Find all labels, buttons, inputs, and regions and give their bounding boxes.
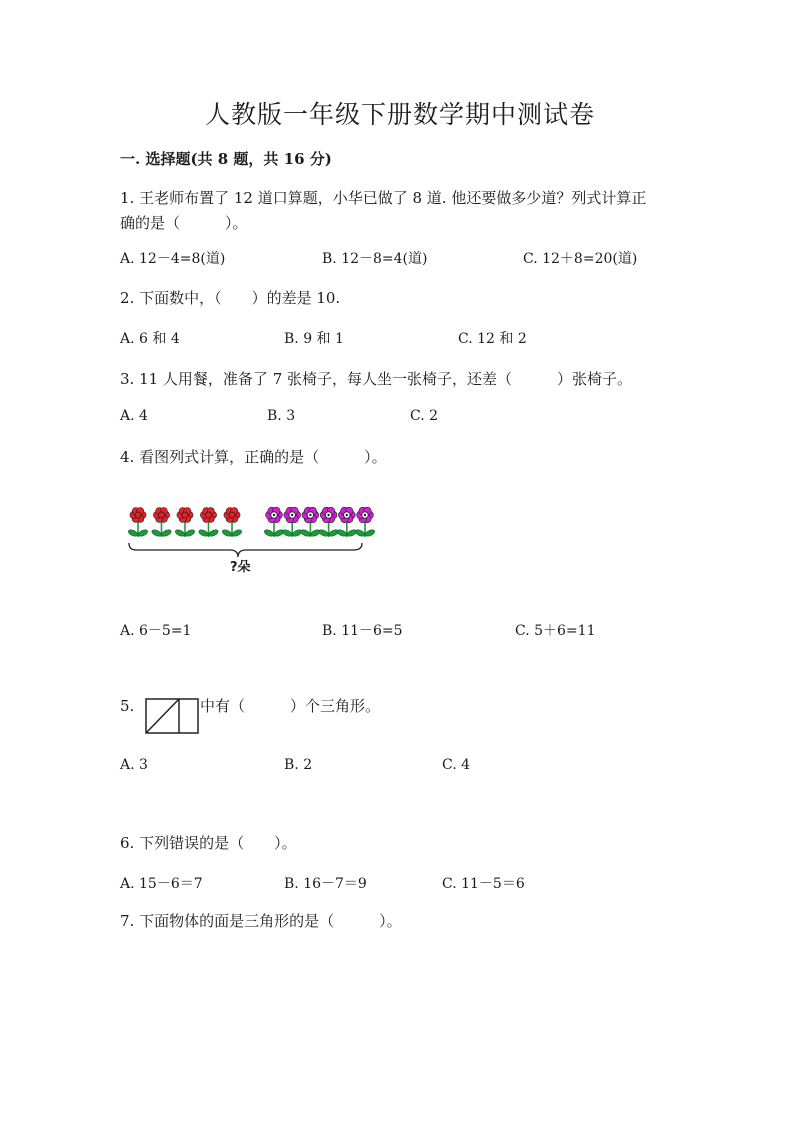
question-7-text: 7. 下面物体的面是三角形的是（ ）。 [120,912,402,930]
question-1-option-c[interactable]: C. 12＋8=20(道) [523,251,638,267]
question-2-text: 2. 下面数中，（ ）的差是 10. [120,289,341,307]
triangle-figure [145,698,199,738]
question-4-text: 4. 看图列式计算，正确的是（ ）。 [120,448,387,466]
question-1-option-b[interactable]: B. 12－8=4(道) [322,251,428,267]
question-1-option-a[interactable]: A. 12－4=8(道) [120,251,226,267]
question-2-option-c[interactable]: C. 12 和 2 [458,331,527,347]
question-5-text: 中有（ ）个三角形。 [200,697,381,715]
flowers-figure [126,505,376,584]
question-4-option-b[interactable]: B. 11－6=5 [322,623,403,639]
question-6-option-c[interactable]: C. 11－5＝6 [442,876,525,892]
question-6-text: 6. 下列错误的是（ ）。 [120,834,297,852]
red-flower [127,508,148,538]
red-flower [198,508,219,538]
question-2-option-b[interactable]: B. 9 和 1 [284,331,344,347]
page-title: 人教版一年级下册数学期中测试卷 [204,100,595,129]
question-2-option-a[interactable]: A. 6 和 4 [120,331,180,347]
question-3-option-c[interactable]: C. 2 [410,408,439,424]
flowers-illustration [126,505,376,580]
question-3-option-a[interactable]: A. 4 [120,408,148,424]
question-6-option-a[interactable]: A. 15－6＝7 [120,876,203,892]
brace-mark [129,543,362,557]
red-flower [174,508,195,538]
question-1-line-2: 确的是（ ）。 [120,214,248,232]
magenta-flower [336,507,357,537]
section-heading: 一. 选择题(共 8 题，共 16 分) [120,150,332,168]
question-1-line-1: 1. 王老师布置了 12 道口算题，小华已做了 8 道. 他还要做多少道？列式计算正 [120,189,647,207]
question-4-option-a[interactable]: A. 6－5=1 [120,623,192,639]
magenta-flower [263,507,284,537]
question-5-option-a[interactable]: A. 3 [120,757,148,773]
question-5-option-c[interactable]: C. 4 [442,757,471,773]
question-3-option-b[interactable]: B. 3 [267,408,296,424]
magenta-flower [354,507,375,537]
question-3-text: 3. 11 人用餐，准备了 7 张椅子，每人坐一张椅子，还差（ ）张椅子。 [120,370,633,388]
question-4-option-c[interactable]: C. 5＋6=11 [515,623,596,639]
red-flower [151,508,172,538]
magenta-flower [318,507,339,537]
magenta-flower [282,507,303,537]
red-flower [221,508,242,538]
question-6-option-b[interactable]: B. 16－7＝9 [284,876,367,892]
triangle-illustration [145,698,199,734]
magenta-flower [300,507,321,537]
question-5-option-b[interactable]: B. 2 [284,757,313,773]
figure-label: ?朵 [230,560,251,575]
question-5-number: 5. [120,697,135,715]
